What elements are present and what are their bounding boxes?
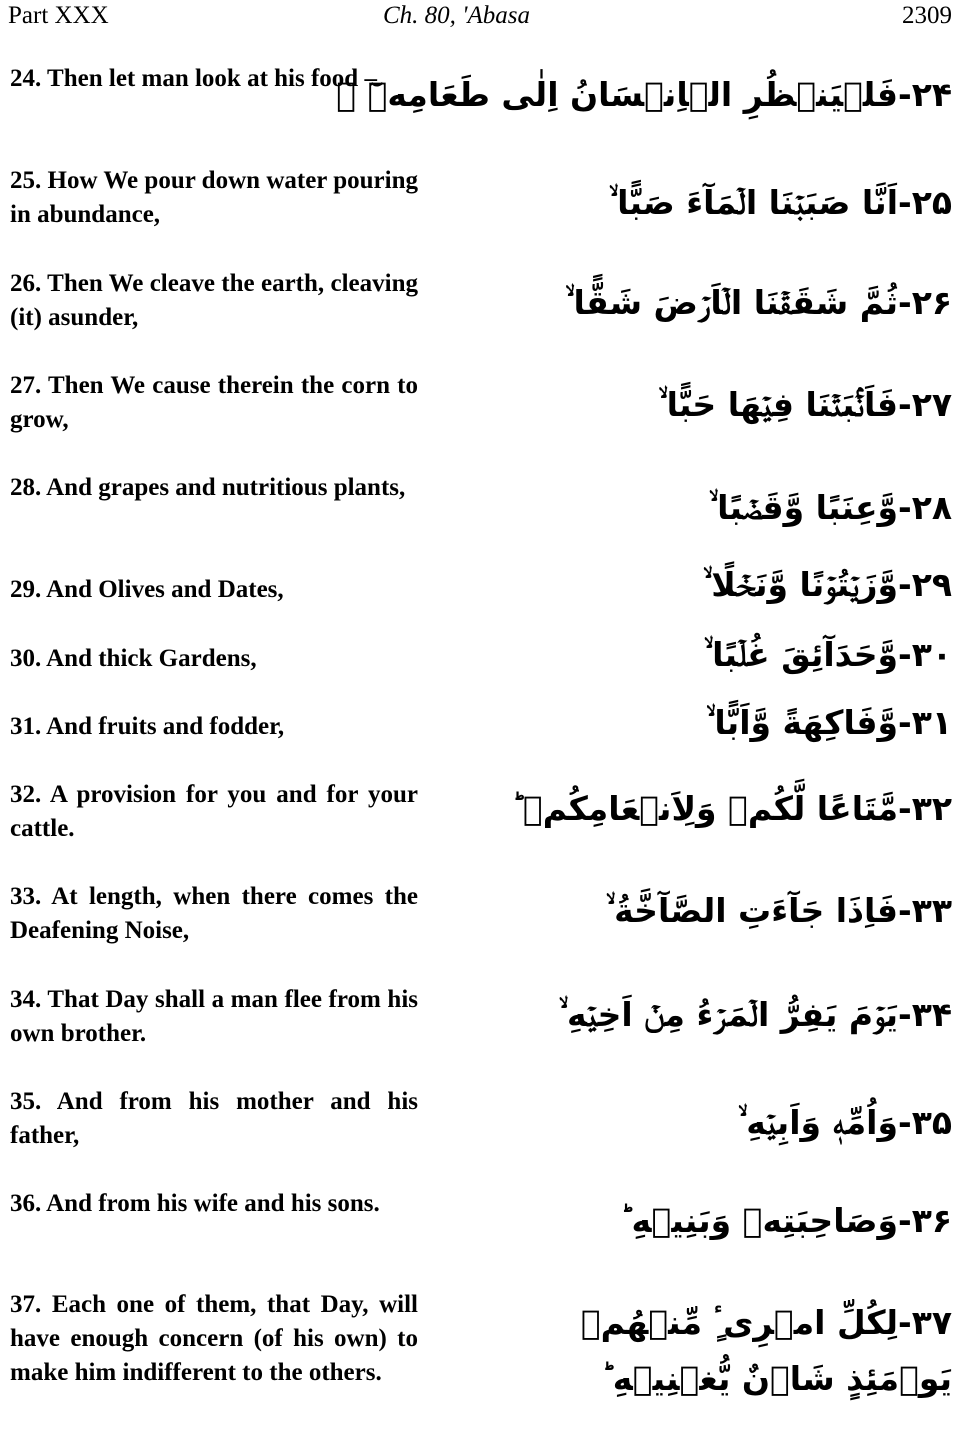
part-label: Part XXX <box>8 2 109 29</box>
verse-32-arabic: ۳۲-مَّتَاعًا لَّكُمۡ وَلِاَنۡعَامِكُمۡ ؕ <box>511 789 952 828</box>
verse-29-arabic: ۲۹-وَّزَيۡتُوۡنًا وَّنَخۡلًا ۙ <box>702 565 952 604</box>
verse-37-arabic-line-1: ۳۷-لِكُلِّ امۡرِیٴٍ مِّنۡهُمۡ <box>580 1303 952 1342</box>
page-header <box>0 0 960 36</box>
verse-36-translation: 36. And from his wife and his sons. <box>10 1190 380 1217</box>
verse-29-translation: 29. And Olives and Dates, <box>10 576 284 603</box>
page-number: 2309 <box>902 2 952 29</box>
verse-27-arabic: ۲۷-فَاَنۡۢبَتۡنَا فِيۡهَا حَبًّا ۙ <box>658 385 952 424</box>
verse-35-translation: 35. And from his mother and his father, <box>10 1088 418 1149</box>
verse-30-arabic: ۳۰-وَّحَدَآئِقَ غُلۡبًا ۙ <box>703 635 952 674</box>
verse-33-arabic: ۳۳-فَاِذَا جَآءَتِ الصَّآخَّةُ ۙ <box>605 891 952 930</box>
verse-31-translation: 31. And fruits and fodder, <box>10 713 285 740</box>
verse-36-arabic: ۳۶-وَصَاحِبَتِهٖ وَبَنِيۡهِ ؕ <box>620 1201 952 1240</box>
verse-25-arabic: ۲۵-اَنَّا صَبَبۡنَا الۡمَآءَ صَبًّا ۙ <box>608 183 952 222</box>
verse-37-arabic-line-2: يَوۡمَئِذٍ شَاۡنٌ يُّغۡنِيۡهِ ؕ <box>601 1359 952 1398</box>
verse-26-translation: 26. Then We cleave the earth, cleaving (it) asunder, <box>10 270 418 331</box>
verse-25-translation: 25. How We pour down water pouring in abundance, <box>10 167 418 228</box>
verse-33-translation: 33. At length, when there comes the Deafening Noise, <box>10 883 418 944</box>
verse-34-translation: 34. That Day shall a man flee from his own brother. <box>10 986 418 1047</box>
verse-28-translation: 28. And grapes and nutritious plants, <box>10 474 406 501</box>
verse-30-translation: 30. And thick Gardens, <box>10 645 257 672</box>
verse-35-arabic: ۳۵-وَاُمِّهٖ وَاَبِيۡهِ ۙ <box>737 1103 952 1142</box>
verse-24-arabic: ۲۴-فَلۡيَنۡظُرِ الۡاِنۡسَانُ اِلٰى طَعَامِهٖٓ ۙ <box>336 75 952 114</box>
chapter-title: Ch. 80, 'Abasa <box>383 2 531 29</box>
verse-37-translation: 37. Each one of them, that Day, will have enough concern (of his own) to make him indifferent to the others. <box>10 1291 418 1386</box>
verse-26-arabic: ۲۶-ثُمَّ شَقَقۡنَا الۡاَرۡضَ شَقًّا ۙ <box>565 283 952 322</box>
verse-28-arabic: ۲۸-وَّعِنَبًا وَّقَضۡبًا ۙ <box>708 488 952 527</box>
verse-31-arabic: ۳۱-وَّفَاكِهَةً وَّاَبًّا ۙ <box>706 703 952 742</box>
verse-27-translation: 27. Then We cause therein the corn to grow, <box>10 372 418 433</box>
verse-34-arabic: ۳۴-يَوۡمَ يَفِرُّ الۡمَرۡءُ مِنۡ اَخِيۡهِ ۙ <box>558 995 952 1034</box>
verse-24-translation: 24. Then let man look at his food – <box>10 65 377 92</box>
verse-32-translation: 32. A provision for you and for your cattle. <box>10 781 418 842</box>
